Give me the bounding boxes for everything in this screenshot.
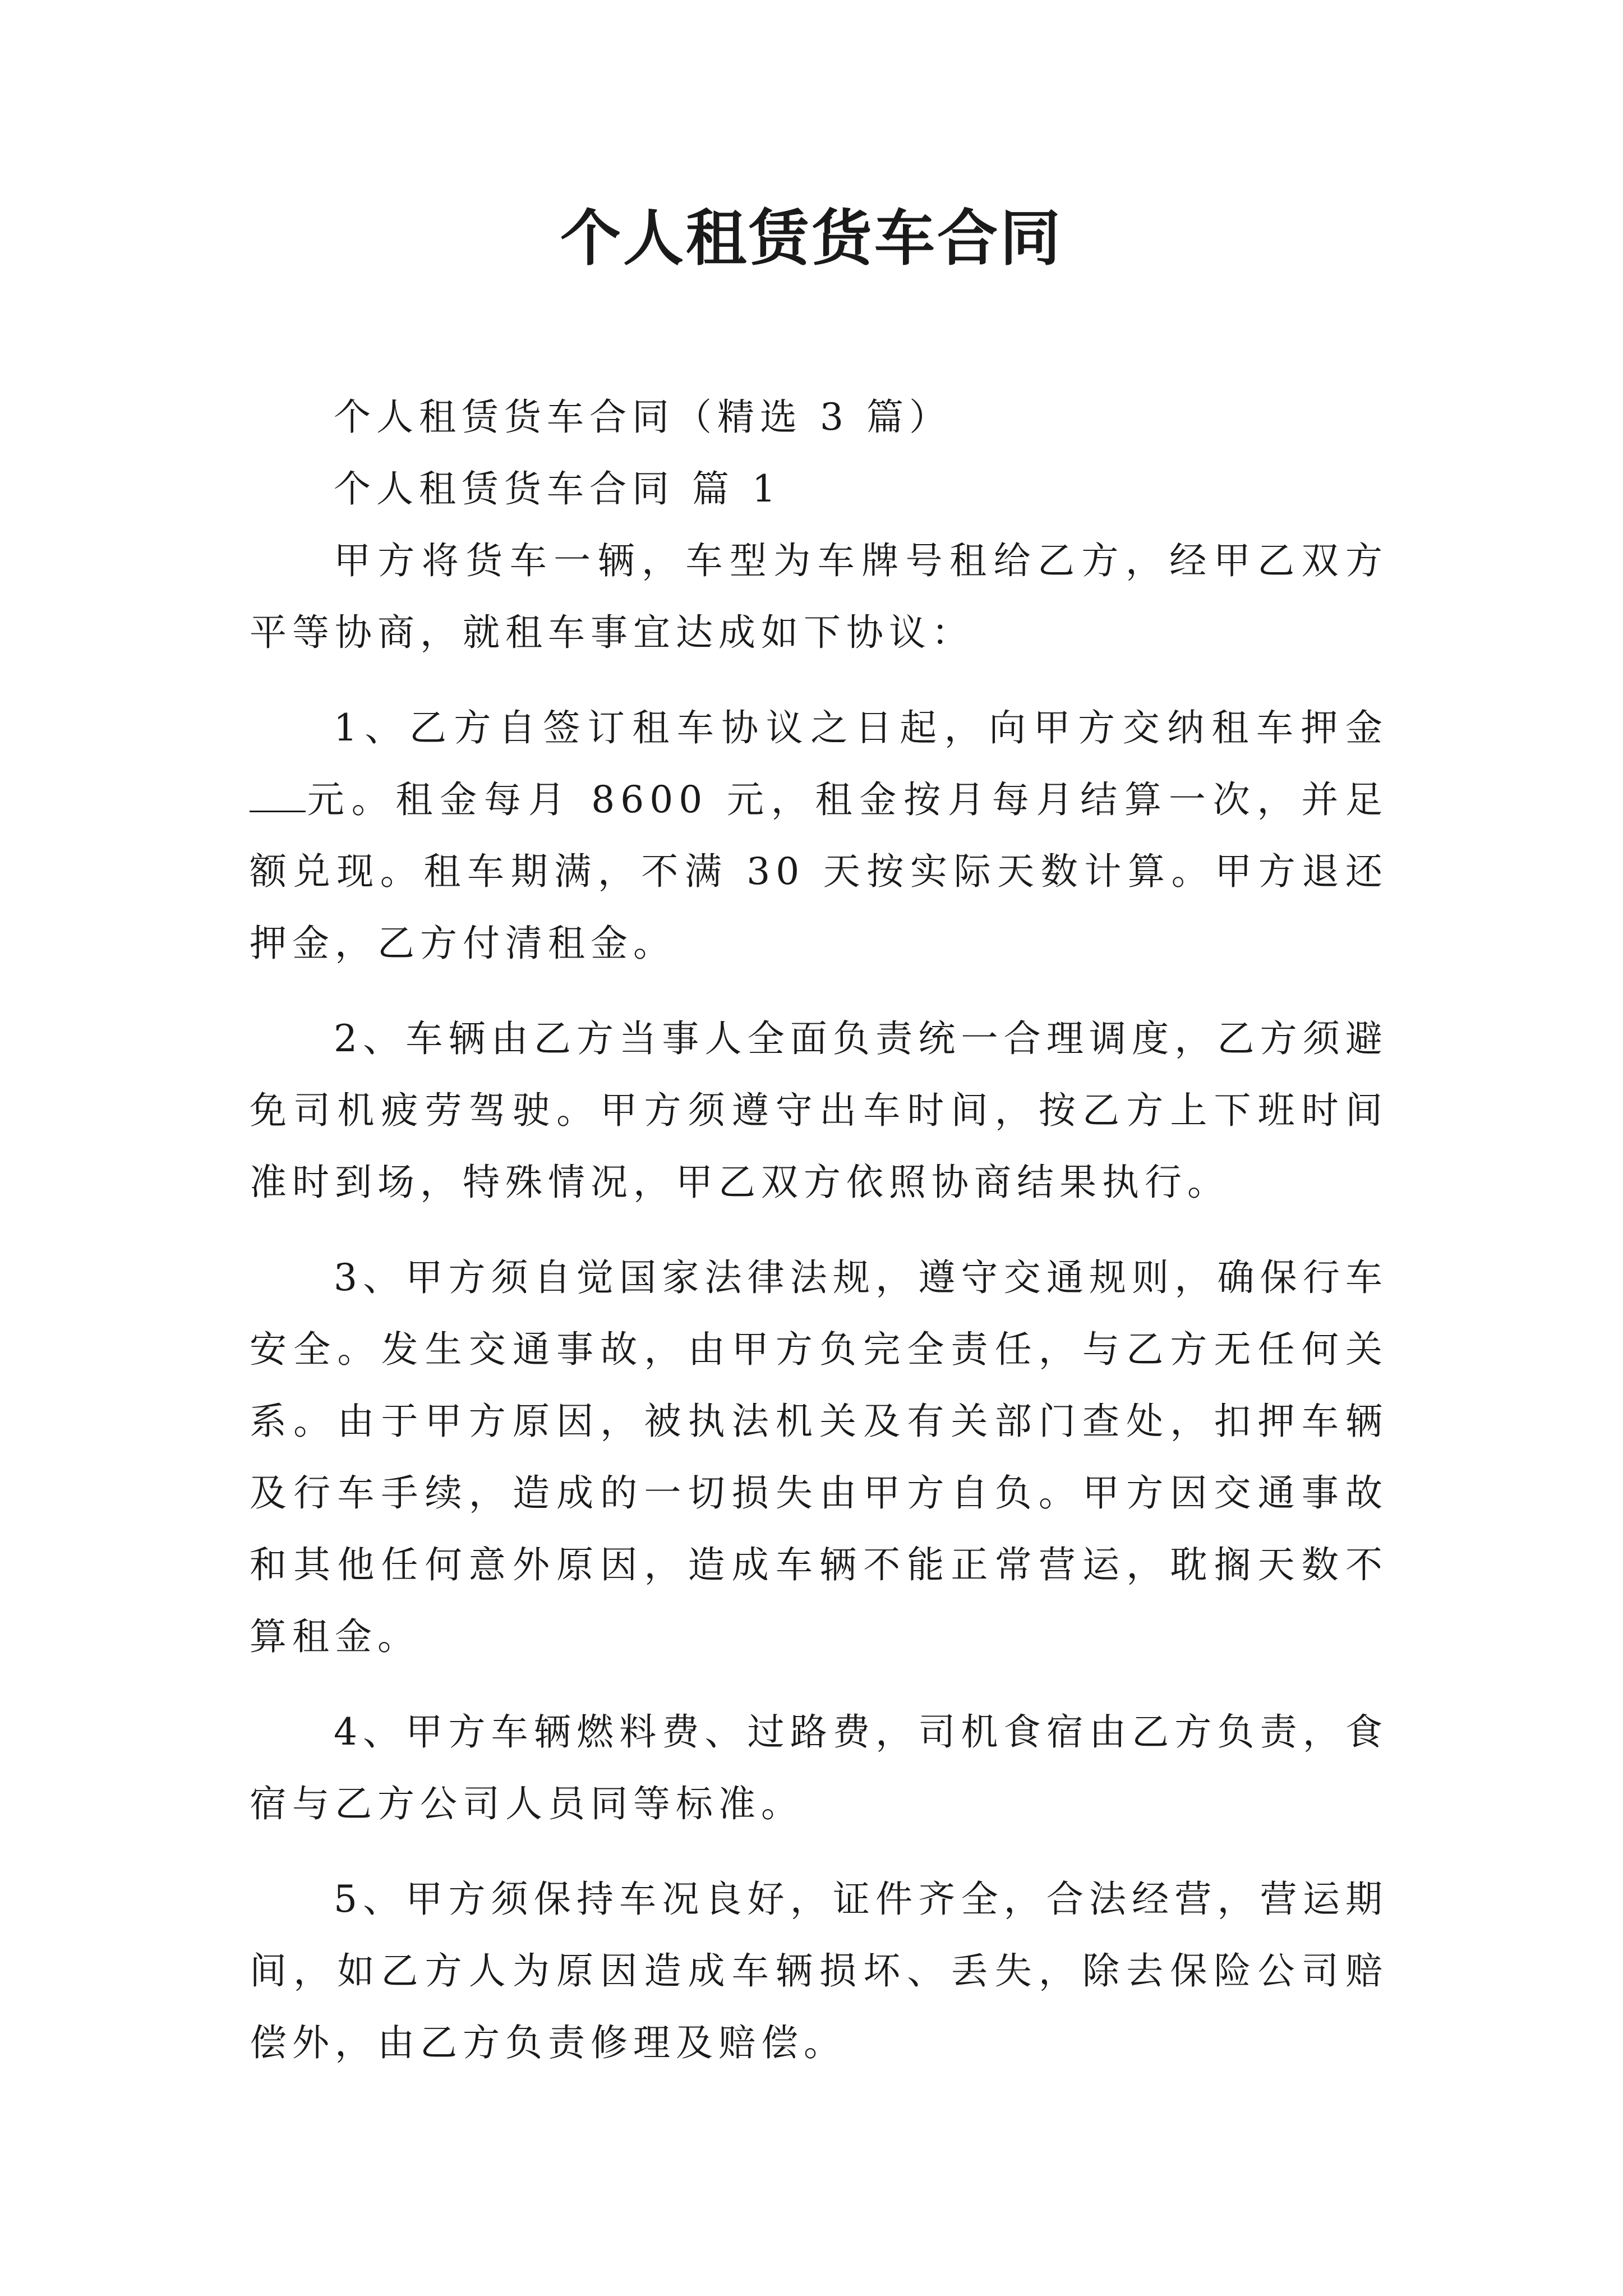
clause-1-part-2: 元。租金每月 8600 元，租金按月每月结算一次，并足额兑现。租车期满，不满 30 天按实际天数计算。甲方退还押金，乙方付清租金。 bbox=[250, 778, 1388, 965]
clause-2: 2、车辆由乙方当事人全面负责统一合理调度，乙方须避免司机疲劳驾驶。甲方须遵守出车时间，按乙方上下班时间准时到场，特殊情况，甲乙双方依照协商结果执行。 bbox=[250, 1017, 1388, 1204]
clause-5: 5、甲方须保持车况良好，证件齐全，合法经营，营运期间，如乙方人为原因造成车辆损坏、丢失，除去保险公司赔偿外，由乙方负责修理及赔偿。 bbox=[250, 1878, 1388, 2064]
clause-1-part-1: 1、乙方自签订租车协议之日起，向甲方交纳租车押金 bbox=[334, 706, 1388, 749]
clause-3: 3、甲方须自觉国家法律法规，遵守交通规则，确保行车安全。发生交通事故，由甲方负完全责任，与乙方无任何关系。由于甲方原因，被执法机关及有关部门查处，扣押车辆及行车手续，造成的一切损失由甲方自负。甲方因交通事故和其他任何意外原因，造成车辆不能正常营运，耽搁天数不算租金。 bbox=[250, 1256, 1388, 1658]
section-heading: 个人租赁货车合同 篇 1 bbox=[334, 467, 781, 510]
document-subtitle: 个人租赁货车合同（精选 3 篇） bbox=[334, 395, 952, 439]
document-title: 个人租赁货车合同 bbox=[560, 203, 1063, 274]
intro-paragraph: 甲方将货车一辆，车型为车牌号租给乙方，经甲乙双方平等协商，就租车事宜达成如下协议： bbox=[250, 539, 1388, 654]
clause-1 bbox=[250, 692, 1388, 979]
deposit-blank bbox=[250, 777, 306, 812]
clause-4: 4、甲方车辆燃料费、过路费，司机食宿由乙方负责，食宿与乙方公司人员同等标准。 bbox=[250, 1710, 1388, 1825]
document-body bbox=[250, 381, 1388, 2079]
